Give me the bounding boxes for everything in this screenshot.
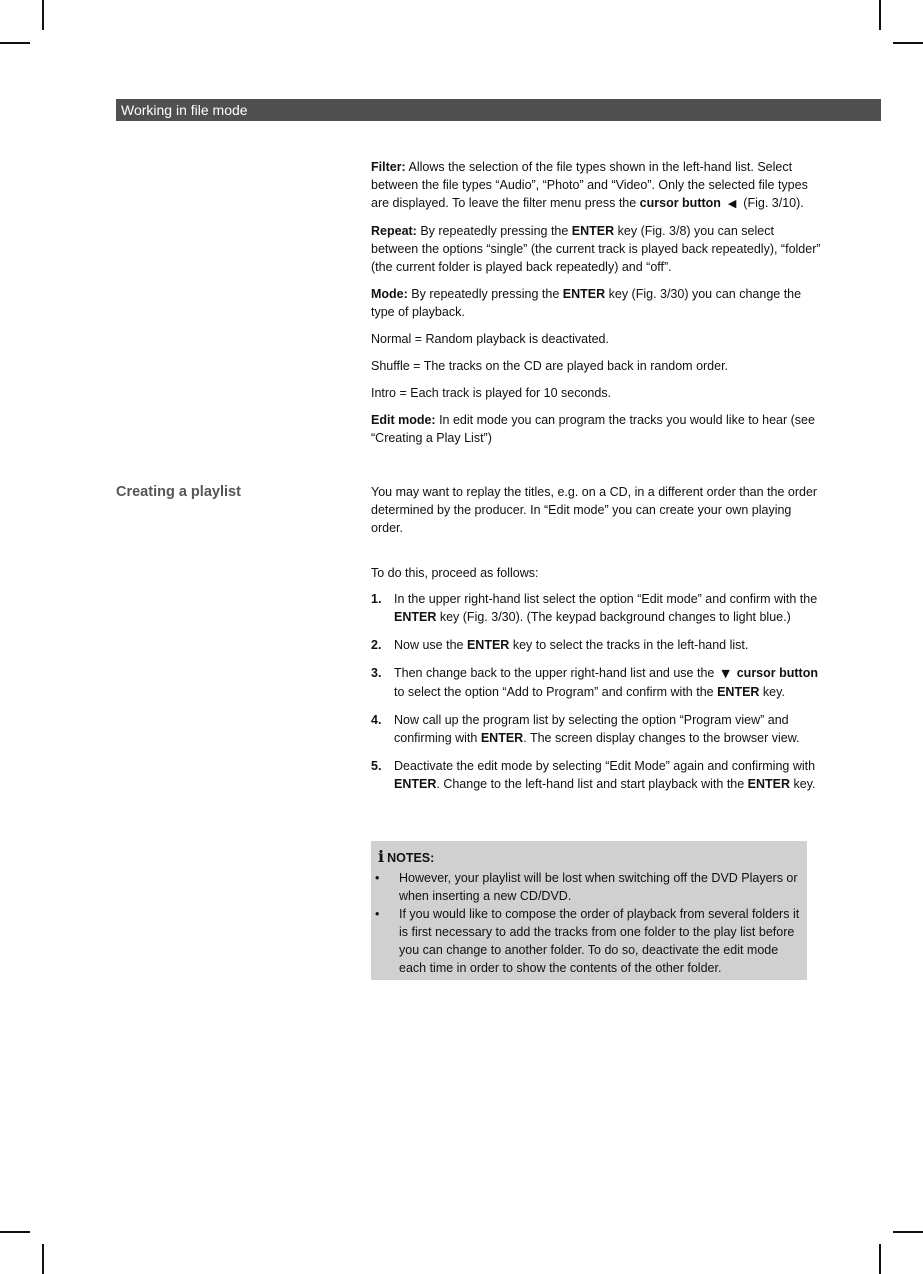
cursor-button-label: cursor button	[639, 196, 721, 210]
edit-mode-paragraph: Edit mode: In edit mode you can program the tracks you would like to hear (see “Creating a Play List”)	[371, 413, 815, 445]
info-icon: i	[378, 847, 385, 866]
crop-mark	[0, 42, 30, 44]
crop-mark	[893, 42, 923, 44]
list-item: 5. Deactivate the edit mode by selecting “Edit Mode” again and confirming with ENTER. Change to the left-hand list and start playback with the ENTER key.	[371, 759, 816, 791]
repeat-paragraph: Repeat: By repeatedly pressing the ENTER key (Fig. 3/8) you can select between the options “single” (the current track is played back repeatedly), “folder” (the current folder is played back repeatedly) and “off”.	[371, 224, 821, 274]
crop-mark	[893, 1231, 923, 1233]
playlist-side-heading: Creating a playlist	[116, 484, 241, 500]
crop-mark	[42, 0, 44, 30]
list-item: 1. In the upper right-hand list select the option “Edit mode” and confirm with the ENTER key (Fig. 3/30). (The keypad background changes to light blue.)	[371, 592, 818, 624]
proceed-line: To do this, proceed as follows:	[371, 566, 539, 580]
left-arrow-icon: ◀	[727, 197, 737, 210]
crop-mark	[879, 1244, 881, 1274]
down-arrow-icon: ▼	[721, 667, 730, 680]
notes-title: NOTES:	[387, 851, 435, 865]
crop-mark	[0, 1231, 30, 1233]
list-item: • If you would like to compose the order of playback from several folders it is first necessary to add the tracks from one folder to the play list before you can change to another folder. To do so, deactivate the edit mode each time in order to show the contents of the other folder.	[375, 907, 800, 975]
steps-list	[371, 590, 821, 793]
edit-mode-label: Edit mode:	[371, 413, 436, 427]
bullet: •	[375, 871, 380, 885]
normal-line: Normal = Random playback is deactivated.	[371, 332, 609, 346]
crop-mark	[42, 1244, 44, 1274]
bullet: •	[375, 907, 380, 921]
list-item: 4. Now call up the program list by selecting the option “Program view” and confirming with ENTER. The screen display changes to the browser view.	[371, 713, 800, 745]
filter-paragraph: Filter: Allows the selection of the file types shown in the left-hand list. Select between the file types “Audio”, “Photo” and “Video”. Only the selected file types are displayed. To leave the filter menu press the cursor button ◀ (Fig. 3/10).	[371, 160, 808, 210]
mode-paragraph: Mode: By repeatedly pressing the ENTER key (Fig. 3/30) you can change the type of playback.	[371, 287, 802, 319]
notes-list	[371, 869, 807, 977]
mode-label: Mode:	[371, 287, 408, 301]
playlist-intro: You may want to replay the titles, e.g. on a CD, in a different order than the order determined by the producer. In “Edit mode” you can create your own playing order.	[371, 485, 818, 535]
intro-line: Intro = Each track is played for 10 seconds.	[371, 386, 612, 400]
crop-mark	[879, 0, 881, 30]
section-title: Working in file mode	[121, 102, 248, 118]
section-header-bar	[116, 99, 881, 121]
notes-heading	[378, 848, 434, 867]
list-item: • However, your playlist will be lost when switching off the DVD Players or when inserting a new CD/DVD.	[375, 871, 798, 903]
notes-box	[371, 841, 807, 980]
playlist-section	[371, 483, 821, 803]
list-item: 2. Now use the ENTER key to select the tracks in the left-hand list.	[371, 638, 749, 652]
repeat-label: Repeat:	[371, 224, 417, 238]
filter-label: Filter:	[371, 160, 406, 174]
list-item: 3. Then change back to the upper right-hand list and use the ▼ cursor button to select the option “Add to Program” and confirm with the ENTER key.	[371, 666, 818, 699]
shuffle-line: Shuffle = The tracks on the CD are played back in random order.	[371, 359, 729, 373]
main-content	[371, 158, 821, 447]
